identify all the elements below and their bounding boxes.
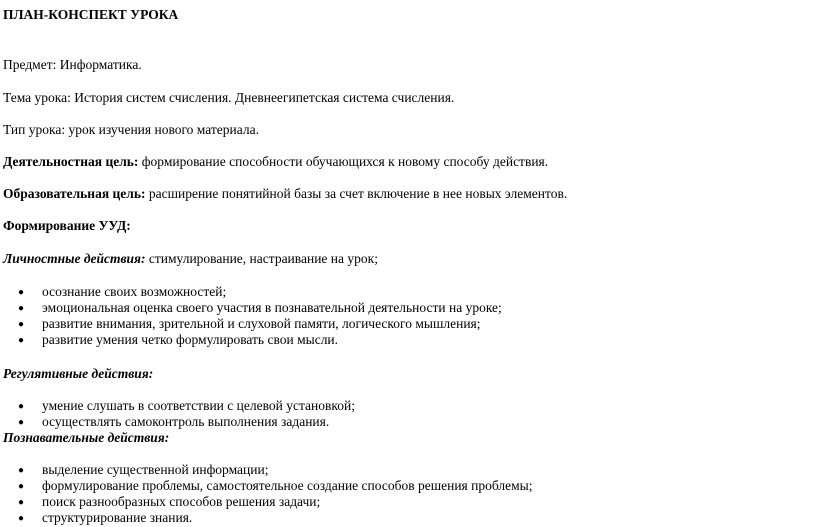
bullet-icon: ● [18,465,25,476]
cognitive-actions-label: Познавательные действия: [3,430,170,445]
topic-line: Тема урока: История систем счисления. Дневнеегипетская система счисления. [3,90,455,105]
educational-goal-line [3,185,567,202]
bullet-icon: ● [18,335,25,346]
regulatory-actions-label: Регулятивные действия: [3,366,154,381]
bullet-icon: ● [18,513,25,524]
uud-heading: Формирование УУД: [3,218,131,233]
activity-goal-text: формирование способности обучающихся к новому способу действия. [138,154,549,169]
list-item-text: поиск разнообразных способов решения задачи; [42,494,321,509]
list-item-text: эмоциональная оценка своего участия в познавательной деятельности на уроке; [42,300,502,315]
bullet-icon: ● [18,303,25,314]
educational-goal-text: расширение понятийной базы за счет включение в нее новых элементов. [145,186,568,201]
bullet-icon: ● [18,287,25,298]
educational-goal-label: Образовательная цель: [3,186,146,201]
list-item-text: осуществлять самоконтроль выполнения задания. [42,414,330,429]
list-item-text: структурирование знания. [42,510,193,525]
list-item-text: развитие внимания, зрительной и слуховой памяти, логического мышления; [42,316,481,331]
personal-actions-text: стимулирование, настраивание на урок; [145,251,378,266]
bullet-icon: ● [18,319,25,330]
personal-actions-label: Личностные действия: [3,251,146,266]
list-item [18,509,192,527]
list-item-text: развитие умения четко формулировать свои мысли. [42,332,339,347]
subject-line: Предмет: Информатика. [3,57,142,72]
bullet-icon: ● [18,497,25,508]
list-item-text: осознание своих возможностей; [42,284,227,299]
bullet-icon: ● [18,481,25,492]
personal-actions-line [3,250,378,267]
bullet-icon: ● [18,417,25,428]
document-title: ПЛАН-КОНСПЕКТ УРОКА [3,7,179,22]
activity-goal-label: Деятельностная цель: [3,154,139,169]
activity-goal-line [3,153,548,170]
list-item-text: формулирование проблемы, самостоятельное создание способов решения проблемы; [42,478,533,493]
bullet-icon: ● [18,401,25,412]
list-item [18,331,338,349]
list-item-text: выделение существенной информации; [42,462,269,477]
list-item-text: умение слушать в соответствии с целевой установкой; [42,398,355,413]
lesson-type-line: Тип урока: урок изучения нового материала. [3,122,259,137]
